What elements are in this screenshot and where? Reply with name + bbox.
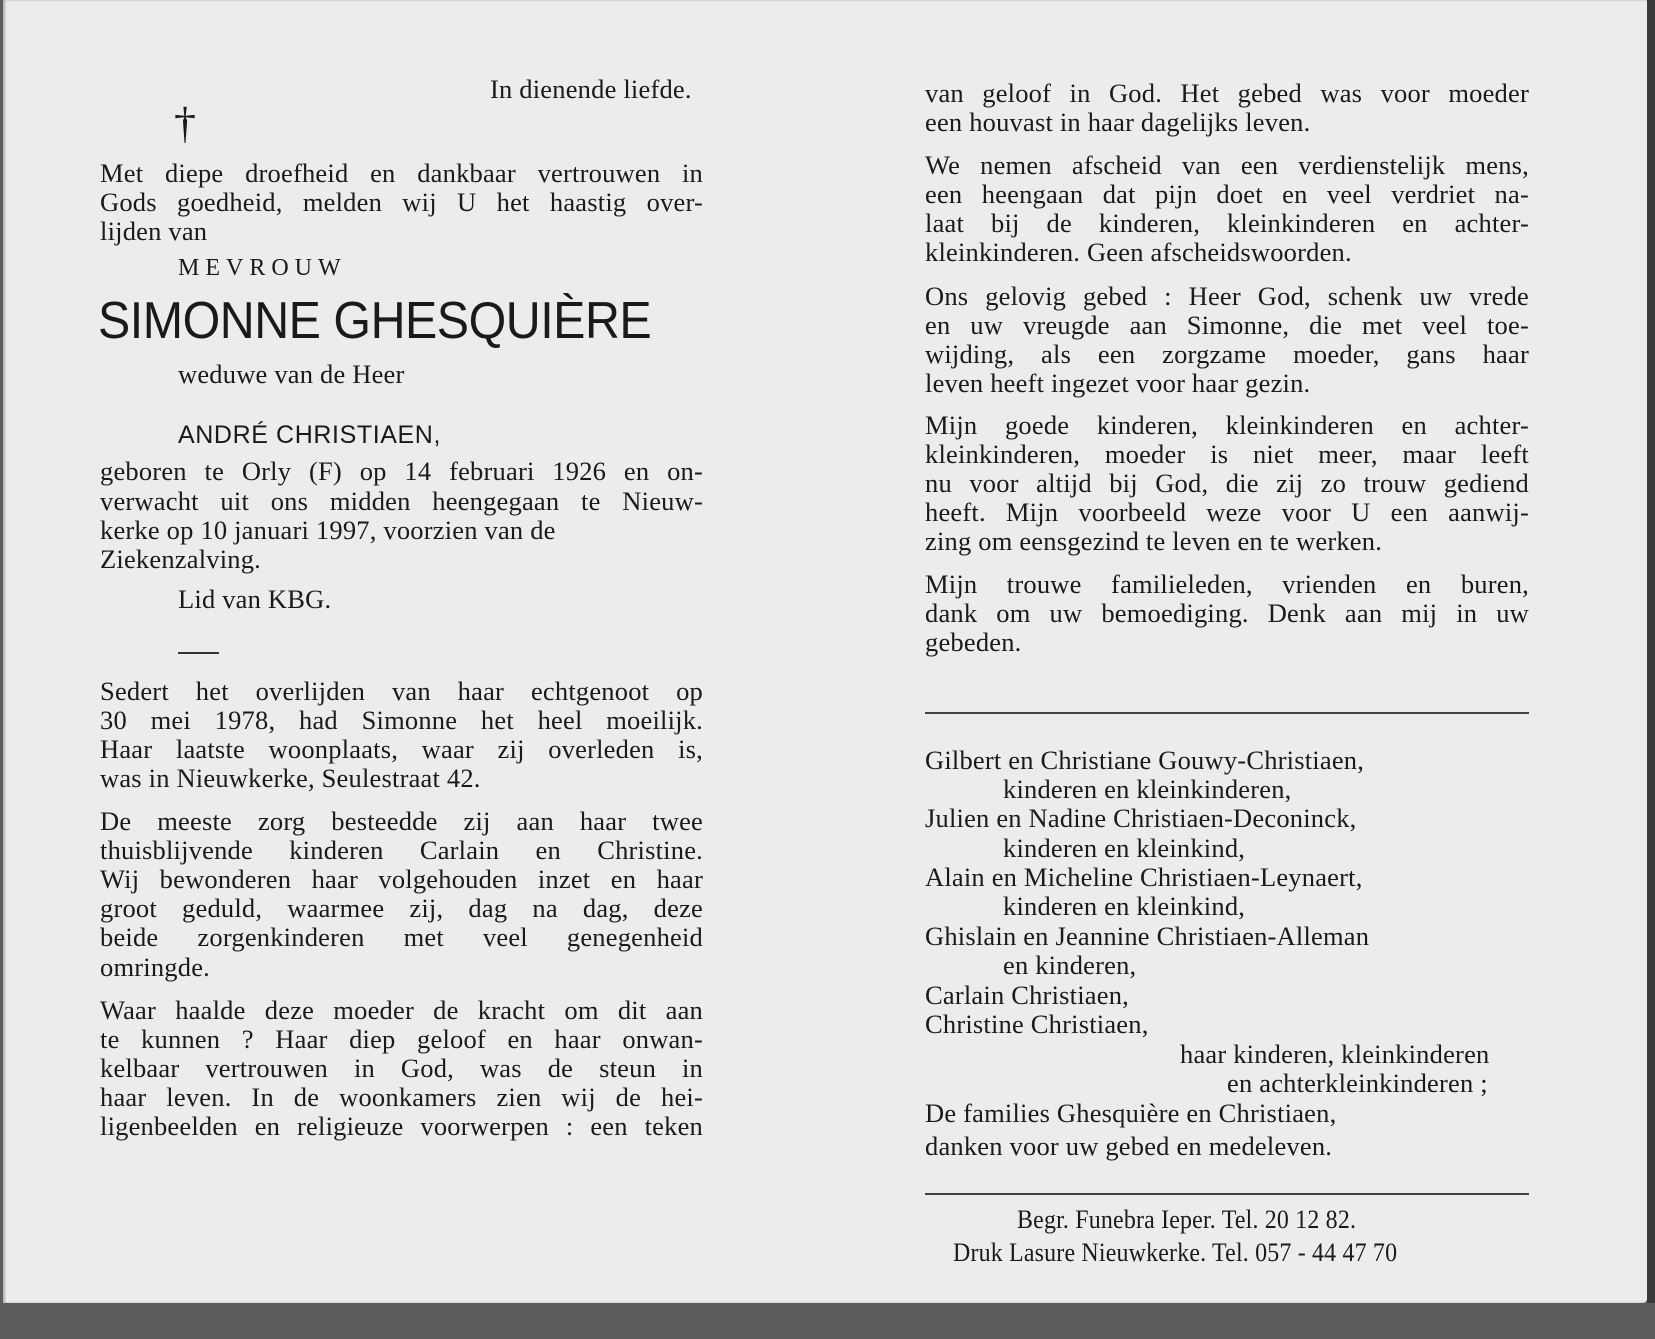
paragraph-line: Mijn trouwe familieleden, vrienden en buren, <box>925 569 1529 599</box>
paragraph-line: Waar haalde deze moeder de kracht om dit aan <box>100 995 703 1025</box>
paragraph-line: omringde. <box>100 952 210 982</box>
paragraph-line: zing om eensgezind te leven en te werken. <box>925 526 1383 556</box>
paragraph-line: laat bij de kinderen, kleinkinderen en achter- <box>925 208 1529 238</box>
short-divider <box>178 652 219 654</box>
family-line: en kinderen, <box>1003 950 1137 980</box>
paragraph-line: 30 mei 1978, had Simonne het heel moeilijk. <box>100 705 703 735</box>
funeral-home-credit: Begr. Funebra Ieper. Tel. 20 12 82. <box>1017 1205 1357 1234</box>
family-line: Gilbert en Christiane Gouwy-Christiaen, <box>925 745 1365 775</box>
paragraph-line: Sedert het overlijden van haar echtgenoot op <box>100 676 703 706</box>
paragraph-line: een houvast in haar dagelijks leven. <box>925 107 1311 137</box>
family-line: haar kinderen, kleinkinderen <box>1180 1039 1490 1069</box>
cross-icon: † <box>174 99 196 148</box>
paragraph-line: kleinkinderen. Geen afscheidswoorden. <box>925 237 1352 267</box>
family-line: Christine Christiaen, <box>925 1009 1149 1039</box>
scan-edge <box>1647 0 1655 1303</box>
birth-death-line: Ziekenzalving. <box>100 544 261 574</box>
paragraph-line: kleinkinderen, moeder is niet meer, maar leeft <box>925 439 1529 469</box>
birth-death-line: verwacht uit ons midden heengegaan te Nieuw- <box>100 486 703 516</box>
paragraph-line: van geloof in God. Het gebed was voor moeder <box>925 78 1529 108</box>
deceased-name: SIMONNE GHESQUIÈRE <box>98 292 652 350</box>
paragraph-line: Wij bewonderen haar volgehouden inzet en haar <box>100 864 703 894</box>
paragraph-line: leven heeft ingezet voor haar gezin. <box>925 368 1311 398</box>
paragraph-line: was in Nieuwkerke, Seulestraat 42. <box>100 763 481 793</box>
paragraph-line: groot geduld, waarmee zij, dag na dag, deze <box>100 893 703 923</box>
paragraph-line: dank om uw bemoediging. Denk aan mij in uw <box>925 598 1529 628</box>
family-line: kinderen en kleinkind, <box>1003 833 1246 863</box>
birth-death-line: geboren te Orly (F) op 14 februari 1926 en on- <box>100 456 703 486</box>
family-line: Julien en Nadine Christiaen-Deconinck, <box>925 803 1357 833</box>
printer-credit: Druk Lasure Nieuwkerke. Tel. 057 - 44 47 70 <box>953 1238 1398 1267</box>
honorific: MEVROUW <box>178 255 347 281</box>
intro-line: Met diepe droefheid en dankbaar vertrouwen in <box>100 158 703 188</box>
family-line: Carlain Christiaen, <box>925 980 1129 1010</box>
paragraph-line: heeft. Mijn voorbeeld weze voor U een aanwij- <box>925 497 1529 527</box>
intro-line: Gods goedheid, melden wij U het haastig over- <box>100 187 703 217</box>
paragraph-line: thuisblijvende kinderen Carlain en Christine. <box>100 835 703 865</box>
family-line: en achterkleinkinderen ; <box>1227 1068 1488 1098</box>
spouse-name: ANDRÉ CHRISTIAEN, <box>178 421 442 449</box>
motto: In dienende liefde. <box>490 74 692 104</box>
family-line: danken voor uw gebed en medeleven. <box>925 1131 1333 1161</box>
paragraph-line: wijding, als een zorgzame moeder, gans haar <box>925 339 1529 369</box>
family-line: De families Ghesquière en Christiaen, <box>925 1098 1337 1128</box>
family-line: Ghislain en Jeannine Christiaen-Alleman <box>925 921 1370 951</box>
paragraph-line: te kunnen ? Haar diep geloof en haar onwan- <box>100 1024 703 1054</box>
paragraph-line: Mijn goede kinderen, kleinkinderen en achter- <box>925 410 1529 440</box>
paragraph-line: haar leven. In de woonkamers zien wij de hei- <box>100 1082 703 1112</box>
intro-line: lijden van <box>100 216 208 246</box>
paragraph-line: een heengaan dat pijn doet en veel verdriet na- <box>925 179 1529 209</box>
paragraph-line: kelbaar vertrouwen in God, was de steun in <box>100 1053 703 1083</box>
paragraph-line: Haar laatste woonplaats, waar zij overleden is, <box>100 734 703 764</box>
paragraph-line: beide zorgenkinderen met veel genegenheid <box>100 922 703 952</box>
membership: Lid van KBG. <box>178 584 332 614</box>
divider-rule <box>925 1193 1529 1195</box>
birth-death-line: kerke op 10 januari 1997, voorzien van de <box>100 515 556 545</box>
paragraph-line: ligenbeelden en religieuze voorwerpen : een teken <box>100 1111 703 1141</box>
divider-rule <box>925 712 1529 714</box>
paragraph-line: We nemen afscheid van een verdienstelijk mens, <box>925 150 1529 180</box>
widow-of: weduwe van de Heer <box>178 359 405 389</box>
family-line: kinderen en kleinkinderen, <box>1003 774 1292 804</box>
paragraph-line: Ons gelovig gebed : Heer God, schenk uw vrede <box>925 281 1529 311</box>
family-line: kinderen en kleinkind, <box>1003 891 1246 921</box>
paragraph-line: gebeden. <box>925 627 1022 657</box>
paragraph-line: en uw vreugde aan Simonne, die met veel toe- <box>925 310 1529 340</box>
memorial-card <box>3 0 1647 1303</box>
paragraph-line: De meeste zorg besteedde zij aan haar twee <box>100 806 703 836</box>
paragraph-line: nu voor altijd bij God, die zij zo trouw gediend <box>925 468 1529 498</box>
family-line: Alain en Micheline Christiaen-Leynaert, <box>925 862 1363 892</box>
